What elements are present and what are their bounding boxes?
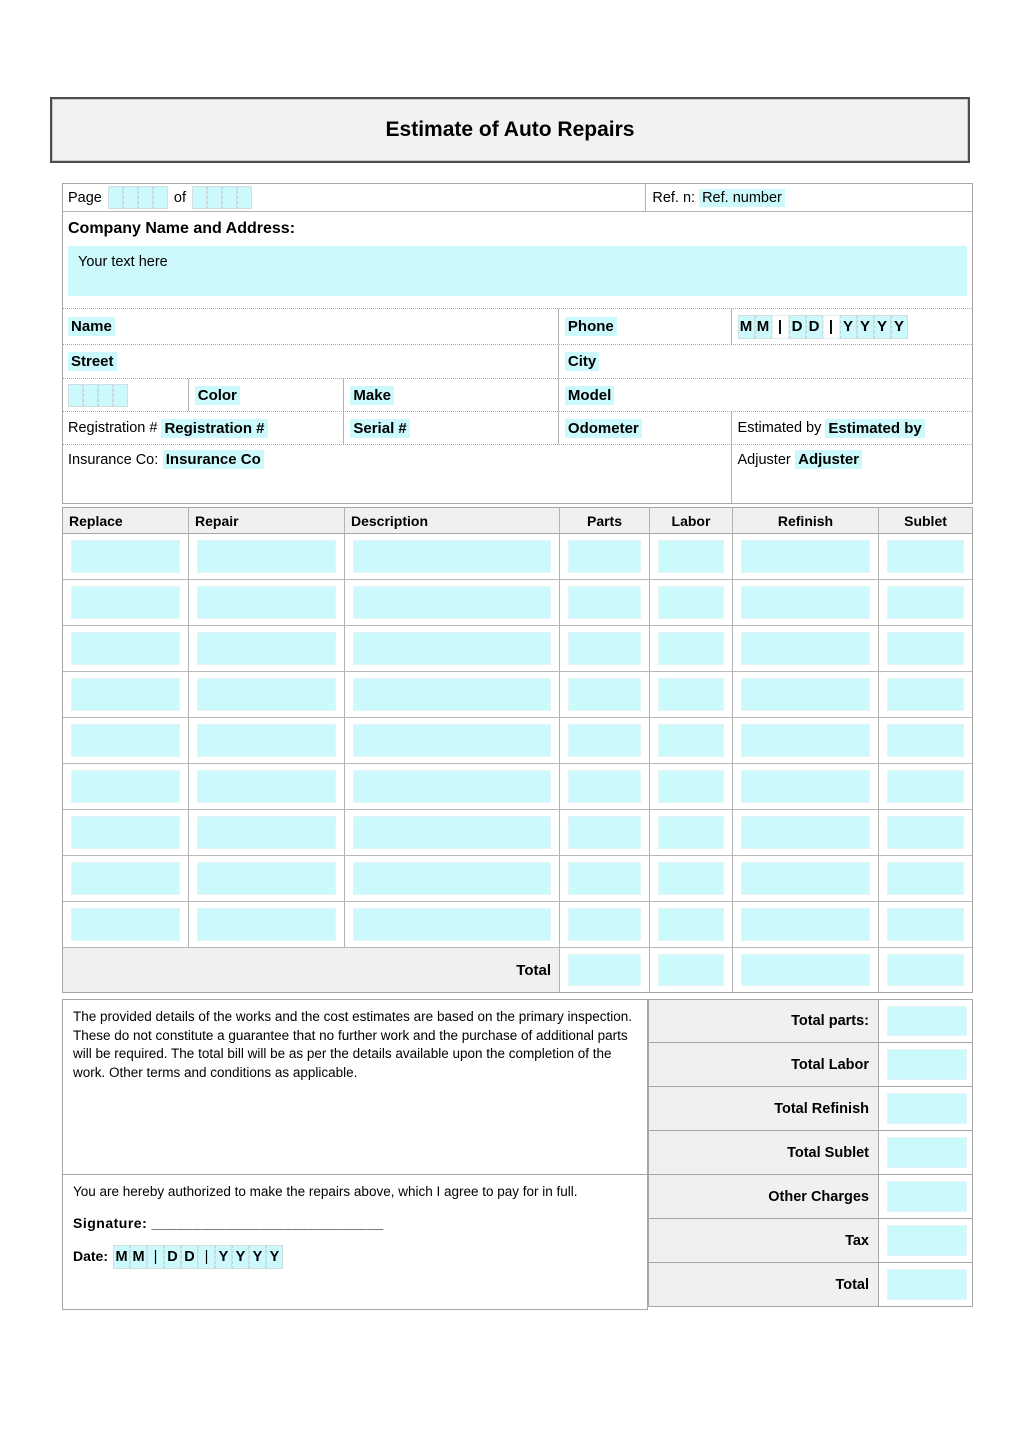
sublet-cell <box>878 810 972 855</box>
parts-cell <box>559 580 649 625</box>
parts-input[interactable] <box>568 816 641 849</box>
description-input[interactable] <box>353 724 551 757</box>
repair-cell <box>188 902 344 947</box>
description-cell <box>344 626 559 671</box>
repair-table-row <box>63 718 972 764</box>
description-input[interactable] <box>353 908 551 941</box>
replace-cell <box>63 856 188 901</box>
estimated-by-value: Estimated by <box>825 419 924 438</box>
replace-cell <box>63 580 188 625</box>
other-charges-value-cell <box>878 1175 972 1218</box>
header-parts: Parts <box>559 508 649 533</box>
refinish-input[interactable] <box>741 724 870 757</box>
repair-cell <box>188 810 344 855</box>
company-heading: Company Name and Address: <box>68 220 296 237</box>
refinish-input[interactable] <box>741 678 870 711</box>
company-address-input[interactable] <box>68 246 967 296</box>
date-comb-top[interactable]: M M | D D | Y Y Y Y <box>738 315 908 339</box>
description-cell <box>344 534 559 579</box>
parts-cell <box>559 626 649 671</box>
tax-input[interactable] <box>887 1225 967 1256</box>
registration-prefix: Registration # <box>68 420 158 436</box>
replace-cell <box>63 810 188 855</box>
page-number-boxes[interactable] <box>108 186 168 209</box>
total-sublet-cell <box>878 948 972 992</box>
repair-table-row <box>63 902 972 948</box>
description-cell <box>344 902 559 947</box>
other-charges-label: Other Charges <box>649 1175 878 1218</box>
refinish-cell <box>732 764 878 809</box>
refinish-input[interactable] <box>741 540 870 573</box>
sublet-cell <box>878 534 972 579</box>
parts-input[interactable] <box>568 908 641 941</box>
year-boxes[interactable] <box>68 384 128 407</box>
repair-table-row <box>63 764 972 810</box>
labor-input[interactable] <box>658 862 724 895</box>
sublet-cell <box>878 626 972 671</box>
company-block <box>63 211 972 308</box>
sublet-input[interactable] <box>887 862 964 895</box>
labor-input[interactable] <box>658 770 724 803</box>
signature-label: Signature: <box>73 1214 148 1231</box>
estimated-by-field[interactable] <box>731 412 972 444</box>
refinish-cell <box>732 718 878 763</box>
parts-cell <box>559 718 649 763</box>
refinish-cell <box>732 534 878 579</box>
tax-label: Tax <box>649 1219 878 1262</box>
replace-cell <box>63 534 188 579</box>
repair-table-row <box>63 810 972 856</box>
labor-cell <box>649 534 732 579</box>
replace-input[interactable] <box>71 632 180 665</box>
parts-cell <box>559 810 649 855</box>
ref-number-input[interactable]: Ref. number <box>699 189 785 207</box>
total-refinish-row <box>648 1087 973 1131</box>
city-label: City <box>565 352 599 371</box>
insurance-row <box>63 444 972 503</box>
total-parts-label: Total parts: <box>649 1000 878 1042</box>
labor-cell <box>649 718 732 763</box>
parts-input[interactable] <box>568 678 641 711</box>
total-sublet-label: Total Sublet <box>649 1131 878 1174</box>
labor-input[interactable] <box>658 540 724 573</box>
grand-total-input[interactable] <box>887 1269 967 1300</box>
refinish-cell <box>732 672 878 717</box>
page-total-boxes[interactable] <box>192 186 252 209</box>
repair-cell <box>188 764 344 809</box>
street-city-row <box>63 344 972 378</box>
replace-cell <box>63 626 188 671</box>
repair-cell <box>188 626 344 671</box>
total-labor-cell <box>649 948 732 992</box>
description-input[interactable] <box>353 816 551 849</box>
labor-input[interactable] <box>658 632 724 665</box>
ref-label: Ref. n: <box>652 189 696 206</box>
total-parts-value-cell <box>878 1000 972 1042</box>
header-description: Description <box>344 508 559 533</box>
repair-input[interactable] <box>197 908 336 941</box>
odometer-label: Odometer <box>565 419 642 438</box>
sublet-input[interactable] <box>887 540 964 573</box>
adjuster-value: Adjuster <box>795 450 862 469</box>
authorization-paragraph: You are hereby authorized to make the repairs above, which I agree to pay for in full. <box>73 1184 578 1199</box>
sublet-input[interactable] <box>887 908 964 941</box>
refinish-input[interactable] <box>741 586 870 619</box>
totals-column-upper <box>648 999 973 1175</box>
header-labor: Labor <box>649 508 732 533</box>
parts-input[interactable] <box>568 540 641 573</box>
model-field[interactable] <box>558 379 972 411</box>
repair-input[interactable] <box>197 816 336 849</box>
replace-cell <box>63 902 188 947</box>
repair-input[interactable] <box>197 586 336 619</box>
total-labor-sum-input[interactable] <box>887 1049 967 1080</box>
replace-input[interactable] <box>71 908 180 941</box>
repair-input[interactable] <box>197 724 336 757</box>
header-refinish: Refinish <box>732 508 878 533</box>
authorization-cell <box>62 1175 648 1310</box>
parts-input[interactable] <box>568 586 641 619</box>
street-label: Street <box>68 352 117 371</box>
name-label: Name <box>68 317 115 336</box>
phone-field[interactable] <box>558 309 731 344</box>
repair-table-row <box>63 672 972 718</box>
labor-cell <box>649 902 732 947</box>
labor-cell <box>649 672 732 717</box>
parts-input[interactable] <box>568 770 641 803</box>
estimated-by-prefix: Estimated by <box>737 420 822 436</box>
replace-input[interactable] <box>71 586 180 619</box>
grand-total-label: Total <box>649 1263 878 1306</box>
info-section <box>62 183 973 504</box>
repair-input[interactable] <box>197 540 336 573</box>
repair-cell <box>188 580 344 625</box>
parts-cell <box>559 902 649 947</box>
insurance-field[interactable] <box>63 445 731 503</box>
total-labor-input[interactable] <box>658 954 724 986</box>
refinish-input[interactable] <box>741 862 870 895</box>
registration-field[interactable] <box>63 412 343 444</box>
repair-cell <box>188 856 344 901</box>
refinish-input[interactable] <box>741 816 870 849</box>
other-charges-row <box>648 1175 973 1219</box>
replace-cell <box>63 672 188 717</box>
refinish-input[interactable] <box>741 632 870 665</box>
parts-cell <box>559 534 649 579</box>
page-of-label: of <box>173 189 186 206</box>
date-comb-bottom[interactable]: M M | D D | Y Y Y Y <box>113 1245 283 1269</box>
city-field[interactable] <box>558 345 972 378</box>
total-refinish-value-cell <box>878 1087 972 1130</box>
tax-value-cell <box>878 1219 972 1262</box>
total-refinish-cell <box>732 948 878 992</box>
repair-table-header <box>63 508 972 534</box>
total-labor-label: Total Labor <box>649 1043 878 1086</box>
description-cell <box>344 672 559 717</box>
sublet-input[interactable] <box>887 632 964 665</box>
company-address-placeholder: Your text here <box>78 254 168 270</box>
refinish-input[interactable] <box>741 770 870 803</box>
repair-cell <box>188 534 344 579</box>
registration-row <box>63 411 972 444</box>
repair-table-row <box>63 626 972 672</box>
replace-cell <box>63 718 188 763</box>
grand-total-value-cell <box>878 1263 972 1306</box>
name-phone-row <box>63 308 972 344</box>
parts-cell <box>559 672 649 717</box>
total-sublet-row <box>648 1131 973 1175</box>
terms-section <box>62 999 973 1175</box>
terms-paragraph: The provided details of the works and the cost estimates are based on the primary inspection. These do not constitute a guarantee that no further work and the purchase of additional parts will be required. The total bill will be as per the details available upon the completion of the work. Other terms and conditions as applicable. <box>62 999 648 1175</box>
serial-label: Serial # <box>350 419 409 438</box>
sublet-input[interactable] <box>887 724 964 757</box>
repair-cell <box>188 672 344 717</box>
registration-value: Registration # <box>161 419 267 438</box>
sublet-cell <box>878 580 972 625</box>
description-cell <box>344 810 559 855</box>
other-charges-input[interactable] <box>887 1181 967 1212</box>
total-refinish-label: Total Refinish <box>649 1087 878 1130</box>
insurance-value: Insurance Co <box>163 450 264 469</box>
description-cell <box>344 856 559 901</box>
header-sublet: Sublet <box>878 508 972 533</box>
repair-cell <box>188 718 344 763</box>
grand-total-row <box>648 1263 973 1307</box>
sublet-cell <box>878 764 972 809</box>
date-field-bottom[interactable] <box>73 1245 637 1269</box>
serial-field[interactable] <box>343 412 558 444</box>
description-cell <box>344 764 559 809</box>
sublet-cell <box>878 718 972 763</box>
vehicle-row <box>63 378 972 411</box>
sublet-input[interactable] <box>887 770 964 803</box>
labor-cell <box>649 856 732 901</box>
replace-input[interactable] <box>71 678 180 711</box>
total-sublet-value-cell <box>878 1131 972 1174</box>
total-refinish-input[interactable] <box>741 954 870 986</box>
labor-cell <box>649 580 732 625</box>
description-input[interactable] <box>353 770 551 803</box>
refinish-cell <box>732 626 878 671</box>
name-field[interactable] <box>63 309 558 344</box>
description-input[interactable] <box>353 540 551 573</box>
parts-cell <box>559 764 649 809</box>
total-parts-cell <box>559 948 649 992</box>
model-label: Model <box>565 386 614 405</box>
page-label: Page <box>68 189 102 206</box>
date-label: Date: <box>73 1248 109 1265</box>
replace-input[interactable] <box>71 724 180 757</box>
repair-table-row <box>63 580 972 626</box>
header-replace: Replace <box>69 512 123 529</box>
labor-input[interactable] <box>658 724 724 757</box>
form-title <box>50 97 970 163</box>
repair-table-row <box>63 534 972 580</box>
total-parts-sum-input[interactable] <box>887 1006 967 1036</box>
refinish-cell <box>732 902 878 947</box>
labor-cell <box>649 810 732 855</box>
description-input[interactable] <box>353 678 551 711</box>
year-field[interactable] <box>63 379 188 411</box>
labor-input[interactable] <box>658 816 724 849</box>
labor-cell <box>649 764 732 809</box>
authorization-section <box>62 1175 973 1310</box>
replace-input[interactable] <box>71 816 180 849</box>
parts-cell <box>559 856 649 901</box>
labor-input[interactable] <box>658 908 724 941</box>
labor-cell <box>649 626 732 671</box>
description-cell <box>344 580 559 625</box>
repair-input[interactable] <box>197 862 336 895</box>
description-cell <box>344 718 559 763</box>
table-total-label: Total <box>63 948 559 992</box>
repair-table-row <box>63 856 972 902</box>
description-input[interactable] <box>353 862 551 895</box>
refinish-cell <box>732 856 878 901</box>
repair-input[interactable] <box>197 678 336 711</box>
repair-table <box>62 507 973 993</box>
sublet-input[interactable] <box>887 586 964 619</box>
date-field-top[interactable] <box>731 309 972 344</box>
header-repair: Repair <box>188 508 344 533</box>
total-labor-row <box>648 1043 973 1087</box>
replace-input[interactable] <box>71 540 180 573</box>
parts-input[interactable] <box>568 724 641 757</box>
labor-input[interactable] <box>658 586 724 619</box>
signature-line: ____________________________ <box>151 1214 384 1231</box>
total-labor-value-cell <box>878 1043 972 1086</box>
color-label: Color <box>195 386 240 405</box>
parts-input[interactable] <box>568 632 641 665</box>
color-field[interactable] <box>188 379 344 411</box>
total-sublet-sum-input[interactable] <box>887 1137 967 1168</box>
sublet-input[interactable] <box>887 678 964 711</box>
table-total-row <box>63 948 972 992</box>
replace-cell <box>63 764 188 809</box>
total-parts-input[interactable] <box>568 954 641 986</box>
description-input[interactable] <box>353 586 551 619</box>
labor-input[interactable] <box>658 678 724 711</box>
street-field[interactable] <box>63 345 558 378</box>
total-parts-row <box>648 999 973 1043</box>
page-field <box>63 186 645 209</box>
insurance-prefix: Insurance Co: <box>68 452 159 468</box>
parts-input[interactable] <box>568 862 641 895</box>
make-label: Make <box>350 386 394 405</box>
refinish-input[interactable] <box>741 908 870 941</box>
description-input[interactable] <box>353 632 551 665</box>
refinish-cell <box>732 810 878 855</box>
adjuster-field[interactable] <box>731 445 972 503</box>
replace-input[interactable] <box>71 862 180 895</box>
refinish-cell <box>732 580 878 625</box>
form-title-text: Estimate of Auto Repairs <box>385 118 635 141</box>
repair-input[interactable] <box>197 632 336 665</box>
page-ref-row <box>63 184 972 211</box>
tax-row <box>648 1219 973 1263</box>
total-sublet-input[interactable] <box>887 954 964 986</box>
repair-input[interactable] <box>197 770 336 803</box>
sublet-input[interactable] <box>887 816 964 849</box>
total-refinish-sum-input[interactable] <box>887 1093 967 1124</box>
sublet-cell <box>878 856 972 901</box>
adjuster-prefix: Adjuster <box>737 452 791 468</box>
ref-field <box>645 184 972 211</box>
signature-field[interactable] <box>73 1214 637 1233</box>
odometer-field[interactable] <box>558 412 731 444</box>
phone-label: Phone <box>565 317 617 336</box>
totals-column-lower <box>648 1175 973 1310</box>
make-field[interactable] <box>343 379 558 411</box>
replace-input[interactable] <box>71 770 180 803</box>
sublet-cell <box>878 902 972 947</box>
sublet-cell <box>878 672 972 717</box>
